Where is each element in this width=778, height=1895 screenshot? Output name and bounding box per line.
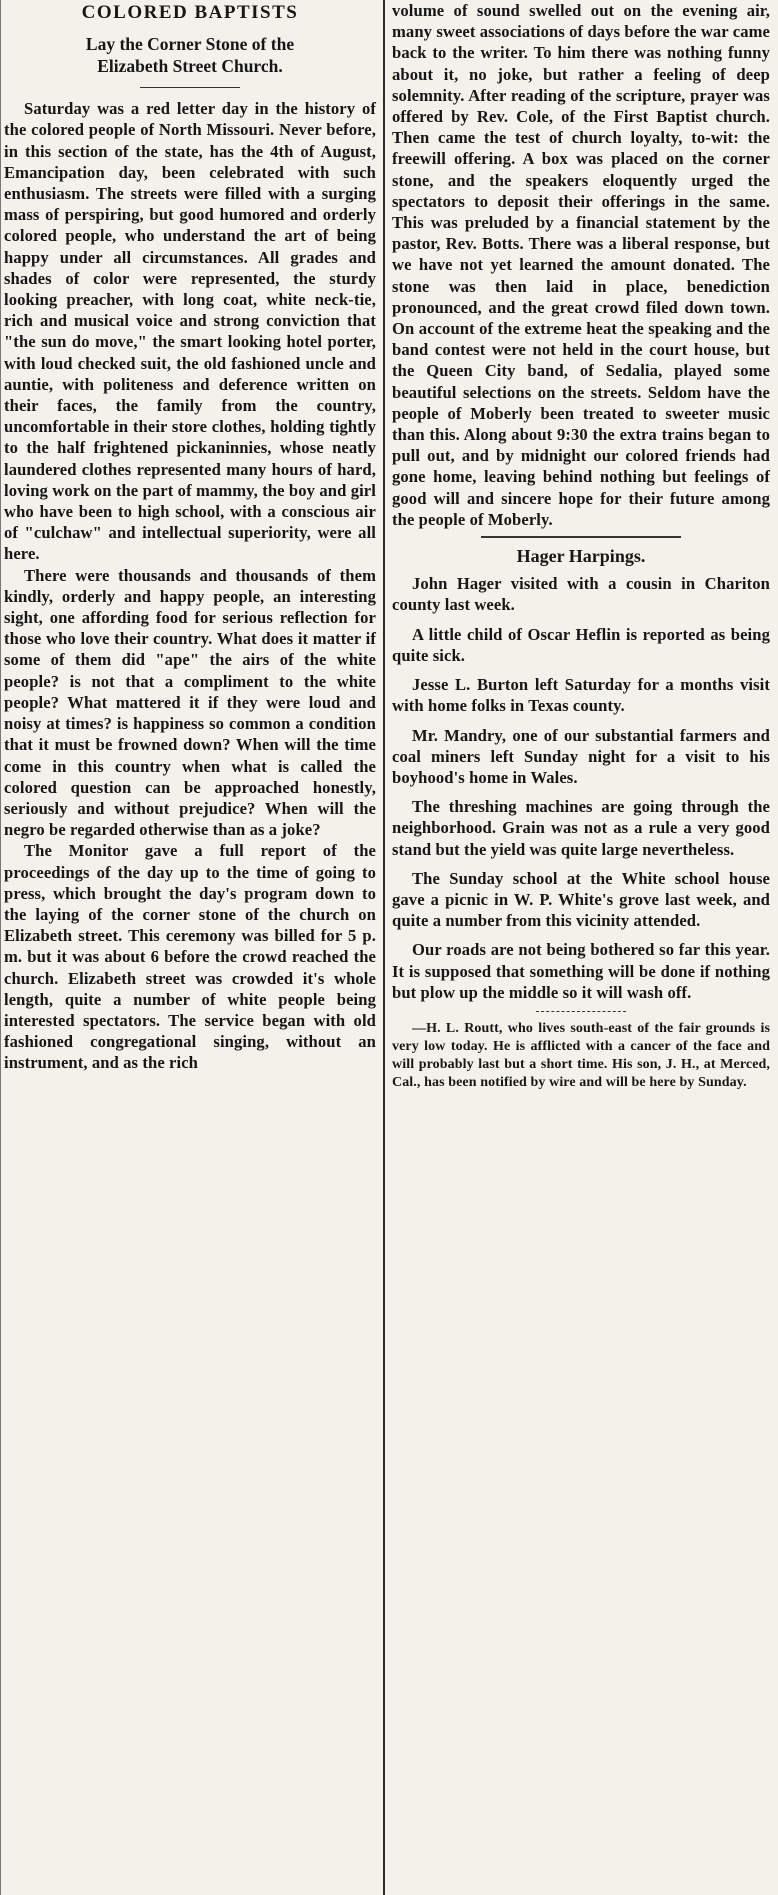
article-paragraph-3: The Monitor gave a full report of the proceedings of the day up to the time of going to press, which brought the day's program down to the laying of the corner stone of the church on Elizabeth street. This ceremony was billed for 5 p. m. but it was about 6 before the crowd reached the church. Elizabeth street was crowded it's whole length, quite a number of white people being interested spectators. The service began with old fashioned congregational singing, without an instrument, and as the rich <box>4 841 376 1073</box>
hager-item: Jesse L. Burton left Saturday for a months visit with home folks in Texas county. <box>392 675 770 716</box>
subhead-divider <box>140 87 240 88</box>
hager-heading: Hager Harpings. <box>516 546 646 567</box>
article-headline: COLORED BAPTISTS <box>81 2 299 23</box>
subhead-line-1: Lay the Corner Stone of the <box>85 34 295 55</box>
subhead-line-2: Elizabeth Street Church. <box>97 56 283 77</box>
hager-item: John Hager visited with a cousin in Chariton county last week. <box>392 574 770 615</box>
notice-divider <box>536 1011 626 1012</box>
left-column <box>4 0 376 1895</box>
left-edge-rule <box>0 0 1 1895</box>
article-subhead <box>16 33 364 77</box>
hager-item: Our roads are not being bothered so far this year. It is supposed that something will be done if nothing but plow up the middle so it will wash off. <box>392 940 770 1002</box>
routt-notice: —H. L. Routt, who lives south-east of the fair grounds is very low today. He is afflicted with a cancer of the face and will probably last but a short time. His son, J. H., at Merced, Cal., has been notified by wire and will be here by Sunday. <box>392 1020 770 1090</box>
article-paragraph-2: There were thousands and thousands of them kindly, orderly and happy people, an interesting sight, one affording food for serious reflection for those who love their country. What does it matter if some of them did "ape" the airs of the white people? is not that a compliment to the white people? What mattered it if they were loud and noisy at times? is happiness so common a condition that it must be frowned down? When will the time come in this country when what is called the colored question can be approached honestly, seriously and without prejudice? When will the negro be regarded otherwise than as a joke? <box>4 565 376 840</box>
article-paragraph-3-continued: volume of sound swelled out on the evening air, many sweet associations of days before the war came back to the writer. To him there was nothing funny about it, no joke, but rather a feeling of deep solemnity. After reading of the scripture, prayer was offered by Rev. Cole, of the First Baptist church. Then came the test of church loyalty, to-wit: the freewill offering. A box was placed on the corner stone, and the speakers eloquently urged the spectators to deposit their offerings in the same. This was preluded by a financial statement by the pastor, Rev. Botts. There was a liberal response, but we have not yet learned the amount donated. The stone was then laid in place, benediction pronounced, and the great crowd filed down town. On account of the extreme heat the speaking and the band contest were not held in the court house, but the Queen City band, of Sedalia, played some beautiful selections on the streets. Seldom have the people of Moberly been treated to sweeter music than this. Along about 9:30 the extra trains began to pull out, and by midnight our colored friends had gone home, leaving behind nothing but feelings of good will and sincere hope for their future among the people of Moberly. <box>392 1 770 529</box>
article-paragraph-1: Saturday was a red letter day in the history of the colored people of North Missouri. Never before, in this section of the state, has the 4th of August, Emancipation day, been celebrated with such enthusiasm. The streets were filled with a surging mass of perspiring, but good humored and orderly colored people, who understand the art of being happy under all circumstances. All grades and shades of color were represented, the sturdy looking preacher, with long coat, white neck-tie, rich and musical voice and strong conviction that "the sun do move," the smart looking hotel porter, with loud checked suit, the old fashioned uncle and auntie, with politeness and deference written on their faces, the family from the country, uncomfortable in their store clothes, holding tightly to the half frightened pickaninnies, whose neatly laundered clothes represented many hours of hard, loving work on the part of mammy, the boy and girl who have been to high school, with a conscious air of "culchaw" and intellectual superiority, were all here. <box>4 99 376 564</box>
hager-item: A little child of Oscar Heflin is reported as being quite sick. <box>392 624 770 665</box>
section-divider <box>481 536 681 538</box>
hager-item: The Sunday school at the White school house gave a picnic in W. P. White's grove last week, and quite a number from this vicinity attended. <box>392 868 770 931</box>
right-column <box>392 0 770 1895</box>
hager-item: Mr. Mandry, one of our substantial farmers and coal miners left Sunday night for a visit to his boyhood's home in Wales. <box>392 725 770 787</box>
column-divider <box>383 0 385 1895</box>
hager-item: The threshing machines are going through the neighborhood. Grain was not as a rule a very good stand but the yield was quite large nevertheless. <box>392 797 770 859</box>
